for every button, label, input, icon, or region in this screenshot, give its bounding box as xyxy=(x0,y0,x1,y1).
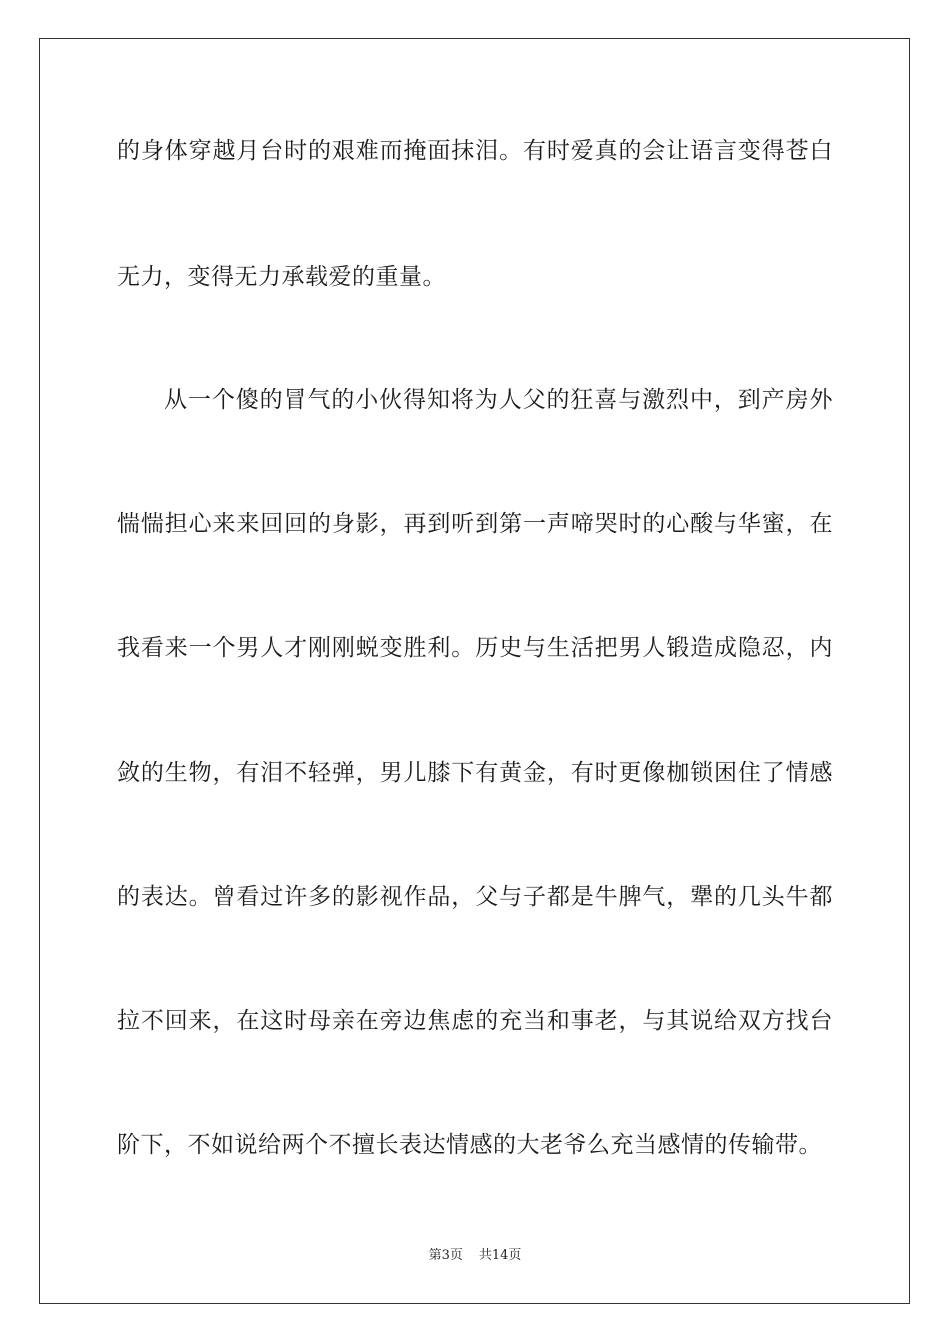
body-line-2: 无力，变得无力承载爱的重量。 xyxy=(117,264,446,290)
page-frame xyxy=(39,38,910,1304)
page-footer xyxy=(0,1247,950,1265)
body-line-6: 敛的生物，有泪不轻弹，男儿膝下有黄金，有时更像枷锁困住了情感 xyxy=(117,760,833,786)
body-line-4: 惴惴担心来来回回的身影，再到听到第一声啼哭时的心酸与华蜜，在 xyxy=(117,511,833,537)
body-line-7: 的表达。曾看过许多的影视作品，父与子都是牛脾气，犟的几头牛都 xyxy=(117,884,833,910)
total-pages-label: 共14页 xyxy=(478,1248,522,1263)
body-line-9: 阶下，不如说给两个不擅长表达情感的大老爷么充当感情的传输带。 xyxy=(117,1132,822,1158)
body-line-3: 从一个傻的冒气的小伙得知将为人父的狂喜与激烈中，到产房外 xyxy=(164,387,833,413)
body-line-8: 拉不回来，在这时母亲在旁边焦虑的充当和事老，与其说给双方找台 xyxy=(117,1008,833,1034)
body-line-5: 我看来一个男人才刚刚蜕变胜利。历史与生活把男人锻造成隐忍，内 xyxy=(117,635,833,661)
current-page-label: 第3页 xyxy=(428,1248,463,1263)
body-line-1: 的身体穿越月台时的艰难而掩面抹泪。有时爱真的会让语言变得苍白 xyxy=(117,138,833,164)
